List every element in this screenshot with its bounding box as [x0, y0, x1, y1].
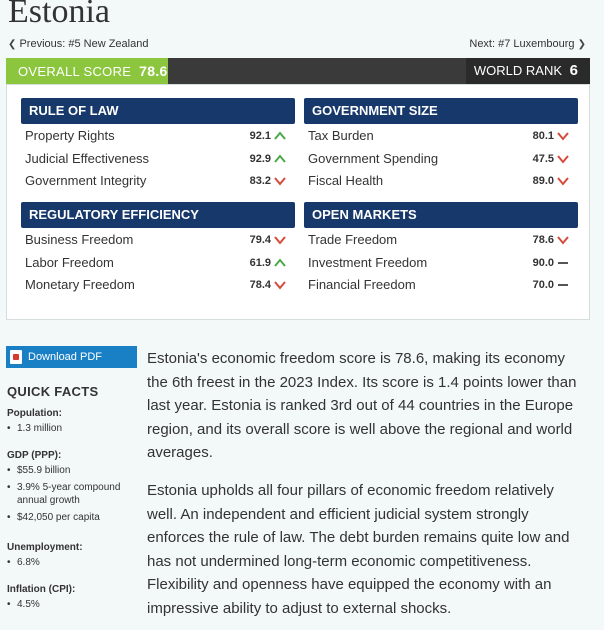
indicator-value: 92.9 — [249, 152, 271, 165]
indicator-value: 47.5 — [532, 152, 554, 165]
summary-paragraph: Estonia upholds all four pillars of economic freedom relatively well. An independent and efficient judicial system strongly enforces the rule of law. The debt burden remains quite low and has not undermined long-term economic competitiveness. Flexibility and openness have equipped the economy with an impressive ability to adjust to external shocks. — [147, 482, 570, 617]
indicator-row — [21, 229, 295, 252]
indicator-value: 70.0 — [532, 279, 554, 291]
indicator-row — [304, 274, 578, 297]
page-title: Estonia — [8, 0, 110, 30]
trend-up-icon — [273, 148, 287, 170]
indicator-value: 78.4 — [249, 279, 271, 291]
indicator-row — [21, 170, 295, 193]
trend-down-icon — [556, 170, 570, 192]
trend-down-icon — [273, 170, 287, 192]
overall-score-label: OVERALL SCORE — [18, 64, 132, 79]
indicator-row — [21, 125, 295, 148]
trend-up-icon — [273, 252, 287, 274]
trend-flat-icon — [556, 252, 570, 274]
quick-fact-heading: Population: — [7, 408, 62, 419]
quick-fact-bullet: • 4.5% — [7, 598, 139, 611]
indicator-row — [304, 148, 578, 171]
pillars-panel — [6, 84, 590, 320]
quick-fact-bullet: • $42,050 per capita — [7, 511, 139, 524]
indicator-label: Fiscal Health — [308, 173, 384, 188]
next-country-link[interactable] — [469, 38, 586, 50]
quick-fact-population — [7, 408, 139, 439]
indicator-row — [304, 170, 578, 193]
previous-label: Previous: #5 New Zealand — [19, 38, 149, 50]
quick-fact-gdp — [7, 450, 139, 528]
indicator-row — [304, 229, 578, 252]
pdf-icon — [10, 350, 22, 364]
indicator-label: Business Freedom — [25, 232, 134, 247]
indicator-label: Government Integrity — [25, 173, 147, 188]
indicator-value: 80.1 — [532, 130, 554, 142]
indicator-value: 79.4 — [249, 234, 271, 246]
indicator-value: 83.2 — [249, 175, 271, 187]
indicator-value: 78.6 — [532, 234, 554, 246]
indicator-row — [21, 252, 295, 275]
pillar-title: GOVERNMENT SIZE — [304, 98, 578, 124]
world-rank-label: WORLD RANK — [473, 63, 563, 78]
next-label: Next: #7 Luxembourg — [469, 38, 575, 50]
quick-fact-heading: GDP (PPP): — [7, 450, 62, 461]
quick-fact-heading: Inflation (CPI): — [7, 584, 76, 595]
indicator-row — [21, 148, 295, 171]
indicator-value: 89.0 — [532, 175, 554, 187]
overall-score — [6, 58, 168, 84]
trend-down-icon — [273, 229, 287, 251]
quick-fact-bullet: • 6.8% — [7, 556, 139, 569]
indicator-label: Investment Freedom — [308, 254, 428, 270]
indicator-label: Property Rights — [25, 128, 115, 143]
indicator-label: Judicial Effectiveness — [25, 150, 150, 166]
quick-fact-inflation — [7, 584, 139, 615]
summary-paragraph: Estonia's economic freedom score is 78.6, making its economy the 6th freest in the 2023 Index. Its score is 1.4 points lower than last year. Estonia is ranked 3rd out of 44 countries in the Europe region, and its overall score is well above the regional and world averages. — [147, 350, 577, 461]
quick-fact-bullet: • 1.3 million — [7, 422, 139, 435]
score-bar — [6, 58, 590, 84]
indicator-label: Tax Burden — [308, 128, 374, 143]
indicator-value: 90.0 — [532, 256, 554, 269]
trend-up-icon — [273, 125, 287, 147]
quick-facts-title: QUICK FACTS — [7, 384, 99, 399]
pillar-title: OPEN MARKETS — [304, 202, 578, 228]
indicator-row — [304, 252, 578, 275]
trend-flat-icon — [556, 274, 570, 296]
download-pdf-button[interactable] — [6, 346, 137, 368]
previous-country-link[interactable] — [8, 38, 148, 50]
pillar-government-size — [304, 98, 578, 193]
indicator-row — [304, 125, 578, 148]
quick-fact-bullet: • 3.9% 5-year compound annual growth — [7, 481, 139, 507]
pillar-rule-of-law — [21, 98, 295, 193]
trend-down-icon — [556, 148, 570, 170]
indicator-row — [21, 274, 295, 297]
chevron-left-icon: ❮ — [8, 39, 17, 50]
indicator-value: 92.1 — [249, 130, 271, 142]
indicator-label: Trade Freedom — [308, 232, 398, 247]
indicator-label: Labor Freedom — [25, 254, 114, 270]
country-nav — [8, 38, 586, 54]
pillar-title: REGULATORY EFFICIENCY — [21, 202, 295, 228]
pillar-open-markets — [304, 202, 578, 297]
pillar-title: RULE OF LAW — [21, 98, 295, 124]
pillar-regulatory-efficiency — [21, 202, 295, 297]
trend-down-icon — [556, 125, 570, 147]
indicator-value: 61.9 — [249, 256, 271, 269]
indicator-label: Monetary Freedom — [25, 277, 135, 292]
indicator-label: Financial Freedom — [308, 277, 416, 292]
world-rank — [466, 58, 590, 84]
indicator-label: Government Spending — [308, 150, 439, 166]
trend-down-icon — [273, 274, 287, 296]
trend-down-icon — [556, 229, 570, 251]
quick-fact-heading: Unemployment: — [7, 542, 83, 553]
quick-fact-bullet: • $55.9 billion — [7, 464, 139, 477]
quick-fact-unemployment — [7, 542, 139, 573]
overall-score-value: 78.6 — [139, 63, 168, 79]
download-pdf-label: Download PDF — [28, 351, 102, 363]
chevron-right-icon: ❯ — [577, 39, 586, 50]
world-rank-value: 6 — [569, 62, 578, 79]
